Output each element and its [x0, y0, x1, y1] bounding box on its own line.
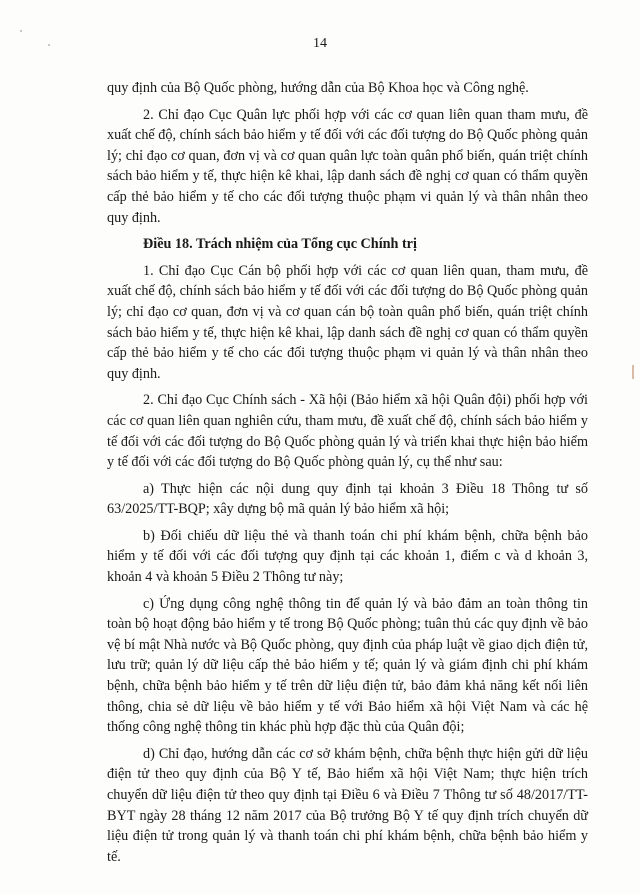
paragraph-point-b: b) Đối chiếu dữ liệu thẻ và thanh toán chi phí khám bệnh, chữa bệnh bảo hiểm y tế đối với các đối tượng quy định tại các khoản 1, điểm c và d khoản 3, khoản 4 và khoản 5 Điều 2 Thông tư này; [107, 527, 588, 586]
article-18-heading: Điều 18. Trách nhiệm của Tổng cục Chính trị [143, 236, 417, 253]
paragraph-article-18-clause-1: 1. Chỉ đạo Cục Cán bộ phối hợp với các cơ quan liên quan, tham mưu, đề xuất chế độ, chính sách bảo hiểm y tế đối với các đối tượng do Bộ Quốc phòng quản lý; chỉ đạo cơ quan, đơn vị và cơ quan cán bộ toàn quân phổ biến, quán triệt chính sách bảo hiểm y tế, thực hiện kê khai, lập danh sách đề nghị cơ quan có thẩm quyền cấp thẻ bảo hiểm y tế cho các đối tượng thuộc phạm vi quản lý và thân nhân theo quy định. [107, 262, 588, 382]
paragraph-point-d: d) Chỉ đạo, hướng dẫn các cơ sở khám bệnh, chữa bệnh thực hiện gửi dữ liệu điện tử theo quy định của Bộ Y tế, Bảo hiểm xã hội Việt Nam; thực hiện trích chuyển dữ liệu điện tử theo quy định tại Điều 6 và Điều 7 Thông tư số 48/2017/TT-BYT ngày 28 tháng 12 năm 2017 của Bộ trưởng Bộ Y tế quy định trích chuyển dữ liệu điện tử trong quản lý và thanh toán chi phí khám bệnh, chữa bệnh bảo hiểm y tế. [107, 745, 588, 865]
paragraph-continuation: quy định của Bộ Quốc phòng, hướng dẫn của Bộ Khoa học và Công nghệ. [107, 80, 529, 96]
paragraph-point-c: c) Ứng dụng công nghệ thông tin để quản lý và bảo đảm an toàn thông tin toàn bộ hoạt động bảo hiểm y tế trong Bộ Quốc phòng; tuân thủ các quy định về bảo vệ bí mật Nhà nước và Bộ Quốc phòng, quy định của pháp luật về giao dịch điện tử, lưu trữ; quản lý dữ liệu cấp thẻ bảo hiểm y tế; quản lý và giám định chi phí khám bệnh, chữa bệnh bảo hiểm y tế trên dữ liệu điện tử, bảo đảm khả năng kết nối liên thông, chia sẻ dữ liệu về bảo hiểm y tế với Bảo hiểm xã hội Việt Nam và các hệ thống công nghệ thông tin khác phù hợp đặc thù của Quân đội; [107, 595, 588, 736]
paragraph-point-a: a) Thực hiện các nội dung quy định tại khoản 3 Điều 18 Thông tư số 63/2025/TT-BQP; xây dựng bộ mã quản lý bảo hiểm xã hội; [107, 480, 588, 518]
document-body [107, 78, 588, 873]
scan-speck [20, 30, 22, 32]
paragraph-clause-2: 2. Chỉ đạo Cục Quân lực phối hợp với các cơ quan liên quan tham mưu, đề xuất chế độ, chính sách bảo hiểm y tế đối với các đối tượng do Bộ Quốc phòng quản lý; chỉ đạo cơ quan, đơn vị và cơ quan quân lực toàn quân phổ biến, quán triệt chính sách bảo hiểm y tế, thực hiện kê khai, lập danh sách đề nghị cơ quan có thẩm quyền cấp thẻ bảo hiểm y tế cho các đối tượng thuộc phạm vi quản lý và thân nhân theo quy định. [107, 106, 588, 226]
paragraph-article-18-clause-2: 2. Chỉ đạo Cục Chính sách - Xã hội (Bảo hiểm xã hội Quân đội) phối hợp với các cơ quan liên quan nghiên cứu, tham mưu, đề xuất chế độ, chính sách bảo hiểm y tế đối với các đối tượng do Bộ Quốc phòng quản lý và triển khai thực hiện bảo hiểm y tế đối với các đối tượng do Bộ Quốc phòng quản lý, cụ thể như sau: [107, 392, 588, 471]
scan-edge-mark [632, 365, 634, 379]
page-number: 14 [313, 36, 327, 51]
